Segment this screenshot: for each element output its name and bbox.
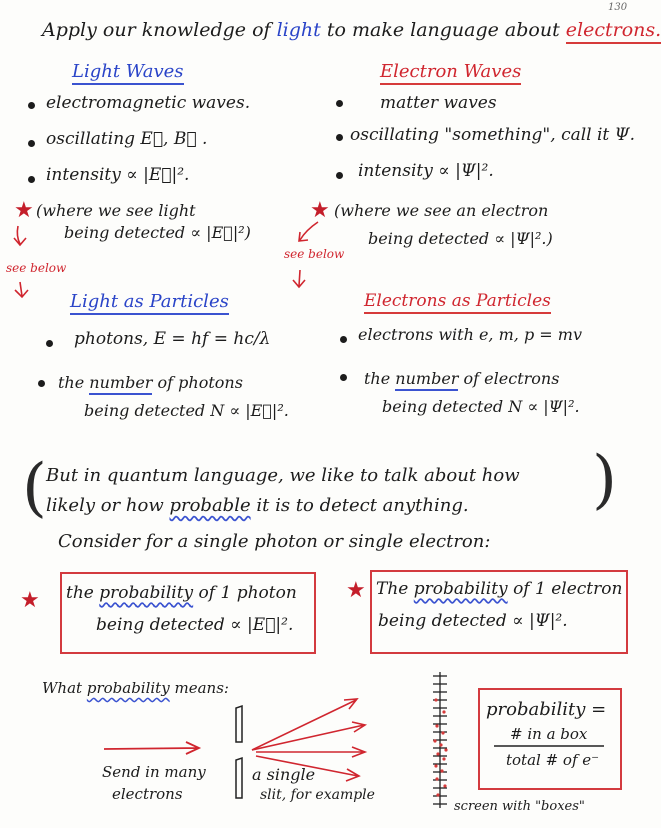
- light-particles-item-1: photons, E = hf = hc/λ: [74, 329, 271, 349]
- see-below-right: see below: [284, 247, 345, 261]
- formula-label: probability =: [486, 699, 607, 720]
- incoming-electron-arrow: [104, 742, 199, 754]
- prob-electron-b: of 1 electron: [513, 579, 623, 599]
- page-heading: [42, 20, 661, 41]
- electron-waves-note-2: being detected ∝ |Ψ|².): [368, 229, 553, 248]
- quantum-line-2b: it is to detect anything.: [256, 495, 469, 516]
- screen-label: screen with "boxes": [454, 799, 585, 814]
- star-icon: ★: [310, 198, 330, 223]
- bullet: [336, 100, 343, 107]
- electron-particles-item-2-line2: being detected N ∝ |Ψ|².: [382, 397, 580, 416]
- see-below-arrow-right-upper: [299, 222, 318, 241]
- bullet: [46, 340, 53, 347]
- meaning-word: probability: [86, 679, 170, 697]
- light-particles-item-2-line2: being detected N ∝ |E⃗|².: [84, 401, 289, 420]
- star-icon: ★: [20, 588, 40, 613]
- electron-particles-item-1: electrons with e, m, p = mv: [358, 325, 582, 344]
- formula-denominator: total # of e⁻: [506, 751, 600, 769]
- prob-photon-a: the: [66, 583, 94, 603]
- meaning-a: What: [42, 679, 83, 697]
- light-waves-title: Light Waves: [72, 62, 184, 85]
- heading-prefix: Apply our knowledge of: [42, 19, 271, 41]
- see-below-arrow-right-lower: [293, 270, 305, 287]
- electron-particles-item-2b: of electrons: [463, 369, 560, 388]
- quantum-line-2a: likely or how: [46, 495, 164, 516]
- see-below-arrow-left-upper: [14, 226, 26, 245]
- formula-numerator: # in a box: [510, 725, 588, 743]
- slit-lower-wall: [236, 758, 242, 798]
- meaning-heading: [42, 680, 229, 697]
- electron-waves-title: Electron Waves: [380, 62, 521, 85]
- send-label-1: Send in many: [102, 763, 206, 781]
- meaning-b: means:: [174, 679, 229, 697]
- electron-particles-title: Electrons as Particles: [364, 292, 551, 314]
- light-waves-note-2: being detected ∝ |E⃗|²): [64, 223, 251, 242]
- prob-photon-word: probability: [99, 583, 194, 603]
- prob-photon-line-2: being detected ∝ |E⃗|².: [96, 615, 294, 635]
- prob-electron-word: probability: [413, 579, 508, 599]
- electron-particles-item-2: [364, 370, 559, 388]
- prob-electron-a: The: [376, 579, 409, 599]
- heading-electrons: electrons.: [566, 19, 661, 44]
- light-particles-title: Light as Particles: [70, 292, 229, 315]
- bullet: [340, 336, 347, 343]
- bullet: [28, 102, 35, 109]
- quantum-line-2: [46, 496, 469, 516]
- light-particles-item-2b: of photons: [157, 373, 243, 392]
- heading-light: light: [276, 19, 321, 41]
- light-waves-item-1: electromagnetic waves.: [46, 93, 251, 113]
- send-label-2: electrons: [112, 785, 183, 803]
- light-particles-item-2: [58, 374, 243, 392]
- slit-upper-wall: [236, 706, 242, 742]
- see-below-arrow-left-lower: [15, 282, 28, 297]
- electron-waves-item-1: matter waves: [380, 93, 497, 113]
- quantum-probable-word: probable: [169, 495, 251, 516]
- outgoing-arrow-1: [252, 699, 357, 750]
- right-paren: ): [592, 443, 617, 517]
- page-number: 130: [608, 2, 628, 13]
- light-particles-number-word: number: [89, 373, 152, 395]
- outgoing-arrow-3: [256, 747, 365, 757]
- star-icon: ★: [14, 198, 34, 223]
- bullet: [340, 374, 347, 381]
- quantum-line-3: Consider for a single photon or single electron:: [58, 531, 491, 552]
- prob-photon-b: of 1 photon: [198, 583, 297, 603]
- prob-electron-line-2: being detected ∝ |Ψ|².: [378, 611, 568, 631]
- bullet: [38, 380, 45, 387]
- bullet: [28, 176, 35, 183]
- quantum-line-1: But in quantum language, we like to talk about how: [46, 465, 520, 486]
- light-waves-item-3: intensity ∝ |E⃗|².: [46, 165, 190, 185]
- electron-waves-item-2: oscillating "something", call it Ψ.: [350, 125, 635, 145]
- electron-particles-number-word: number: [395, 369, 458, 391]
- electron-waves-note-1: (where we see an electron: [334, 201, 549, 220]
- light-waves-item-2: oscillating E⃗, B⃗ .: [46, 129, 208, 149]
- bullet: [28, 140, 35, 147]
- heading-middle: to make language about: [326, 19, 560, 41]
- light-waves-note-1: (where we see light: [36, 201, 196, 220]
- see-below-left: see below: [6, 261, 67, 275]
- light-particles-item-2a: the: [58, 373, 85, 392]
- bullet: [336, 134, 343, 141]
- electron-particles-item-2a: the: [364, 369, 391, 388]
- prob-photon-line-1: [66, 584, 297, 603]
- outgoing-arrow-2: [252, 722, 365, 750]
- left-paren: (: [22, 451, 47, 525]
- star-icon: ★: [346, 578, 366, 603]
- electron-waves-item-3: intensity ∝ |Ψ|².: [358, 161, 494, 181]
- slit-label-1: a single: [252, 765, 316, 784]
- bullet: [336, 172, 343, 179]
- prob-electron-line-1: [376, 580, 622, 599]
- slit-label-2: slit, for example: [260, 787, 375, 803]
